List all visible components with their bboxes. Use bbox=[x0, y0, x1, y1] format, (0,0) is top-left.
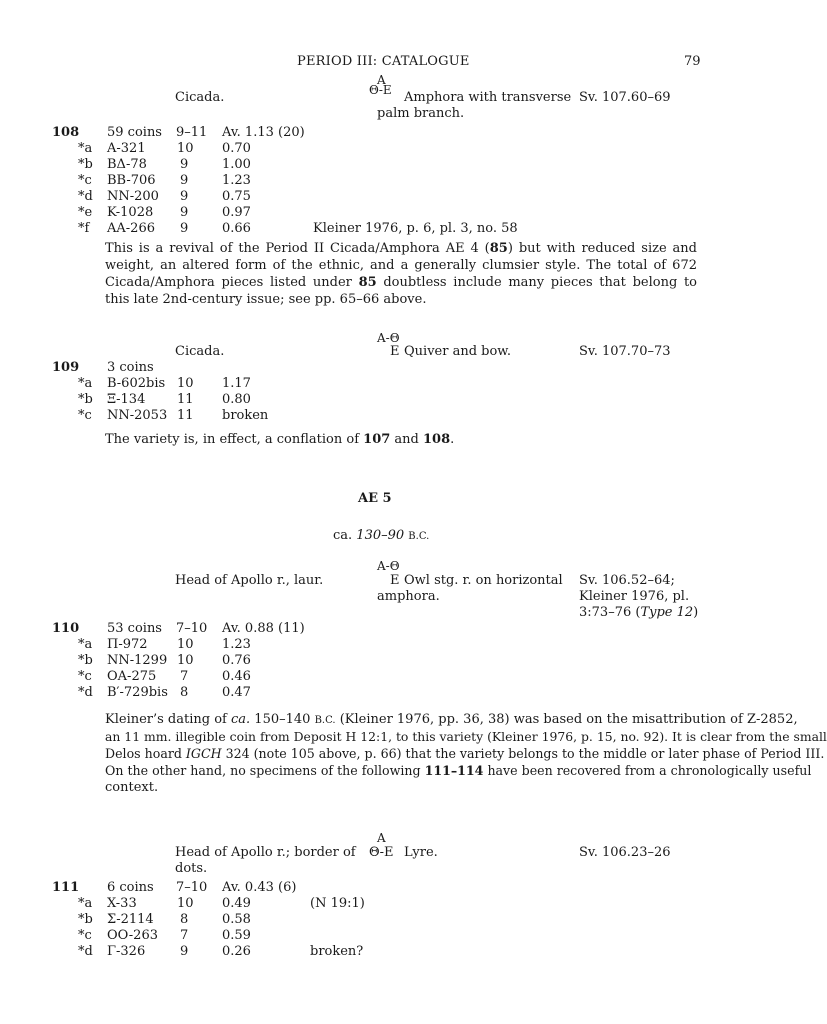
specimen-star: *b bbox=[78, 392, 93, 407]
reverse-legend-top: A bbox=[377, 73, 386, 87]
specimen-note: Kleiner 1976, p. 6, pl. 3, no. 58 bbox=[313, 221, 518, 236]
reverse-legend-top: A bbox=[377, 831, 386, 845]
reference: Sv. 107.70–73 bbox=[579, 344, 671, 359]
reverse-type-cont: amphora. bbox=[377, 589, 440, 604]
reverse-type: Lyre. bbox=[404, 845, 438, 860]
specimen-axis: 9 bbox=[180, 173, 189, 188]
commentary-line: an 11 mm. illegible coin from Deposit H 12:1, to this variety (Kleiner 1976, p. 15, no. 92). It is clear from the small bbox=[105, 729, 827, 744]
diameter-range: 7–10 bbox=[176, 880, 208, 895]
specimen-id: OO-263 bbox=[107, 928, 158, 943]
specimen-star: *d bbox=[78, 944, 93, 959]
specimen-axis: 10 bbox=[177, 653, 194, 668]
specimen-axis: 8 bbox=[180, 685, 189, 700]
reverse-legend: E bbox=[390, 344, 400, 359]
specimen-star: *c bbox=[78, 173, 92, 188]
specimen-weight: 0.46 bbox=[222, 669, 251, 684]
running-head: PERIOD III: CATALOGUE bbox=[297, 54, 470, 69]
specimen-axis: 9 bbox=[180, 944, 189, 959]
specimen-id: Σ-2114 bbox=[107, 912, 154, 927]
specimen-id: X-33 bbox=[107, 896, 137, 911]
obverse-type-cont: dots. bbox=[175, 861, 208, 876]
specimen-id: Ξ-134 bbox=[107, 392, 146, 407]
specimen-star: *b bbox=[78, 157, 93, 172]
specimen-weight: 0.49 bbox=[222, 896, 251, 911]
coin-count: 59 coins bbox=[107, 125, 162, 140]
specimen-star: *e bbox=[78, 205, 93, 220]
specimen-id: Γ-326 bbox=[107, 944, 146, 959]
specimen-axis: 10 bbox=[177, 637, 194, 652]
coin-count: 6 coins bbox=[107, 880, 154, 895]
reverse-type: Owl stg. r. on horizontal bbox=[404, 573, 563, 588]
commentary-line: context. bbox=[105, 780, 159, 795]
entry-number: 108 bbox=[52, 125, 80, 140]
specimen-star: *c bbox=[78, 408, 92, 423]
entry-number: 110 bbox=[52, 621, 80, 636]
specimen-id: NN-2053 bbox=[107, 408, 168, 423]
specimen-axis: 10 bbox=[177, 896, 194, 911]
specimen-axis: 11 bbox=[177, 392, 194, 407]
commentary-line: Kleiner’s dating of ca. 150–140 B.C. (Kleiner 1976, pp. 36, 38) was based on the misattribution of Z-2852, bbox=[105, 712, 798, 727]
specimen-id: AA-266 bbox=[107, 221, 155, 236]
entry-number: 111 bbox=[52, 880, 80, 895]
cross-reference: 108 bbox=[423, 432, 451, 447]
specimen-weight: 0.47 bbox=[222, 685, 251, 700]
specimen-weight: 1.23 bbox=[222, 173, 251, 188]
specimen-axis: 8 bbox=[180, 912, 189, 927]
reverse-legend-top: A-Θ bbox=[377, 559, 400, 573]
commentary-line: Delos hoard IGCH 324 (note 105 above, p. 66) that the variety belongs to the middle or later phase of Period III. bbox=[105, 746, 825, 761]
reverse-type: Amphora with transverse bbox=[404, 90, 572, 105]
specimen-weight: 0.59 bbox=[222, 928, 251, 943]
specimen-star: *c bbox=[78, 669, 92, 684]
obverse-type: Head of Apollo r., laur. bbox=[175, 573, 324, 588]
specimen-axis: 9 bbox=[180, 157, 189, 172]
specimen-axis: 11 bbox=[177, 408, 194, 423]
specimen-weight: 0.70 bbox=[222, 141, 251, 156]
specimen-weight: 1.00 bbox=[222, 157, 251, 172]
specimen-star: *a bbox=[78, 896, 93, 911]
cross-reference: 85 bbox=[358, 275, 377, 290]
entry-number: 109 bbox=[52, 360, 80, 375]
specimen-star: *d bbox=[78, 685, 93, 700]
reverse-legend: Θ-E bbox=[369, 845, 394, 860]
specimen-star: *b bbox=[78, 912, 93, 927]
specimen-id: Π-972 bbox=[107, 637, 148, 652]
reference: Sv. 107.60–69 bbox=[579, 90, 671, 105]
reverse-legend-top: A-Θ bbox=[377, 331, 400, 345]
reference: Sv. 106.52–64; bbox=[579, 573, 675, 588]
reverse-type-cont: palm branch. bbox=[377, 106, 465, 121]
specimen-id: A-321 bbox=[107, 141, 146, 156]
cross-reference: 107 bbox=[363, 432, 391, 447]
reverse-type: Quiver and bow. bbox=[404, 344, 512, 359]
specimen-id: NN-200 bbox=[107, 189, 159, 204]
average-weight: Av. 0.88 (11) bbox=[222, 621, 305, 636]
specimen-weight: 0.75 bbox=[222, 189, 251, 204]
reverse-legend: E bbox=[390, 573, 400, 588]
specimen-axis: 9 bbox=[180, 189, 189, 204]
specimen-id: BΔ-78 bbox=[107, 157, 147, 172]
section-date: ca. 130–90 B.C. bbox=[333, 528, 430, 543]
specimen-weight: broken bbox=[222, 408, 269, 423]
commentary-paragraph: The variety is, in effect, a conflation of 107 and 108. bbox=[105, 432, 455, 447]
cross-reference: 85 bbox=[489, 241, 508, 256]
page-number: 79 bbox=[684, 54, 701, 69]
reference-type: 3:73–76 (Type 12) bbox=[579, 605, 699, 620]
specimen-weight: 0.58 bbox=[222, 912, 251, 927]
specimen-id: NN-1299 bbox=[107, 653, 168, 668]
commentary-line: On the other hand, no specimens of the following 111–114 have been recovered from a chronologically useful bbox=[105, 763, 812, 778]
specimen-axis: 9 bbox=[180, 221, 189, 236]
reverse-legend: Θ-E bbox=[369, 83, 392, 97]
commentary-paragraph: This is a revival of the Period II Cicada/Amphora AE 4 (85) but with reduced size and weight, an altered form of the ethnic, and a generally clumsier style. The total of 672 Cicada/Amphora pieces listed under 85 doubtless include many pieces that belong to this late 2nd-century issue; see pp. 65–66 above. bbox=[105, 241, 697, 307]
specimen-id: K-1028 bbox=[107, 205, 154, 220]
specimen-weight: 0.66 bbox=[222, 221, 251, 236]
reference-cont: Kleiner 1976, pl. bbox=[579, 589, 690, 604]
average-weight: Av. 1.13 (20) bbox=[222, 125, 305, 140]
diameter-range: 9–11 bbox=[176, 125, 208, 140]
specimen-weight: 0.26 bbox=[222, 944, 251, 959]
specimen-weight: 0.76 bbox=[222, 653, 251, 668]
specimen-star: *d bbox=[78, 189, 93, 204]
specimen-note: broken? bbox=[310, 944, 364, 959]
specimen-weight: 1.17 bbox=[222, 376, 251, 391]
specimen-star: *a bbox=[78, 637, 93, 652]
coin-count: 53 coins bbox=[107, 621, 162, 636]
coin-count: 3 coins bbox=[107, 360, 154, 375]
obverse-type: Cicada. bbox=[175, 344, 225, 359]
specimen-star: *c bbox=[78, 928, 92, 943]
specimen-star: *a bbox=[78, 376, 93, 391]
obverse-type: Cicada. bbox=[175, 90, 225, 105]
specimen-star: *b bbox=[78, 653, 93, 668]
specimen-id: OA-275 bbox=[107, 669, 157, 684]
specimen-axis: 10 bbox=[177, 141, 194, 156]
cross-reference: 111–114 bbox=[424, 763, 484, 778]
reference: Sv. 106.23–26 bbox=[579, 845, 671, 860]
specimen-id: B-602bis bbox=[107, 376, 166, 391]
specimen-star: *a bbox=[78, 141, 93, 156]
specimen-weight: 0.97 bbox=[222, 205, 251, 220]
specimen-weight: 1.23 bbox=[222, 637, 251, 652]
diameter-range: 7–10 bbox=[176, 621, 208, 636]
average-weight: Av. 0.43 (6) bbox=[222, 880, 297, 895]
obverse-type: Head of Apollo r.; border of bbox=[175, 845, 356, 860]
specimen-id: B′-729bis bbox=[107, 685, 168, 700]
specimen-axis: 7 bbox=[180, 669, 189, 684]
specimen-weight: 0.80 bbox=[222, 392, 251, 407]
specimen-axis: 9 bbox=[180, 205, 189, 220]
specimen-note: (N 19:1) bbox=[310, 896, 365, 911]
section-heading: AE 5 bbox=[358, 491, 392, 506]
specimen-axis: 10 bbox=[177, 376, 194, 391]
specimen-star: *f bbox=[78, 221, 90, 236]
specimen-axis: 7 bbox=[180, 928, 189, 943]
specimen-id: BB-706 bbox=[107, 173, 156, 188]
